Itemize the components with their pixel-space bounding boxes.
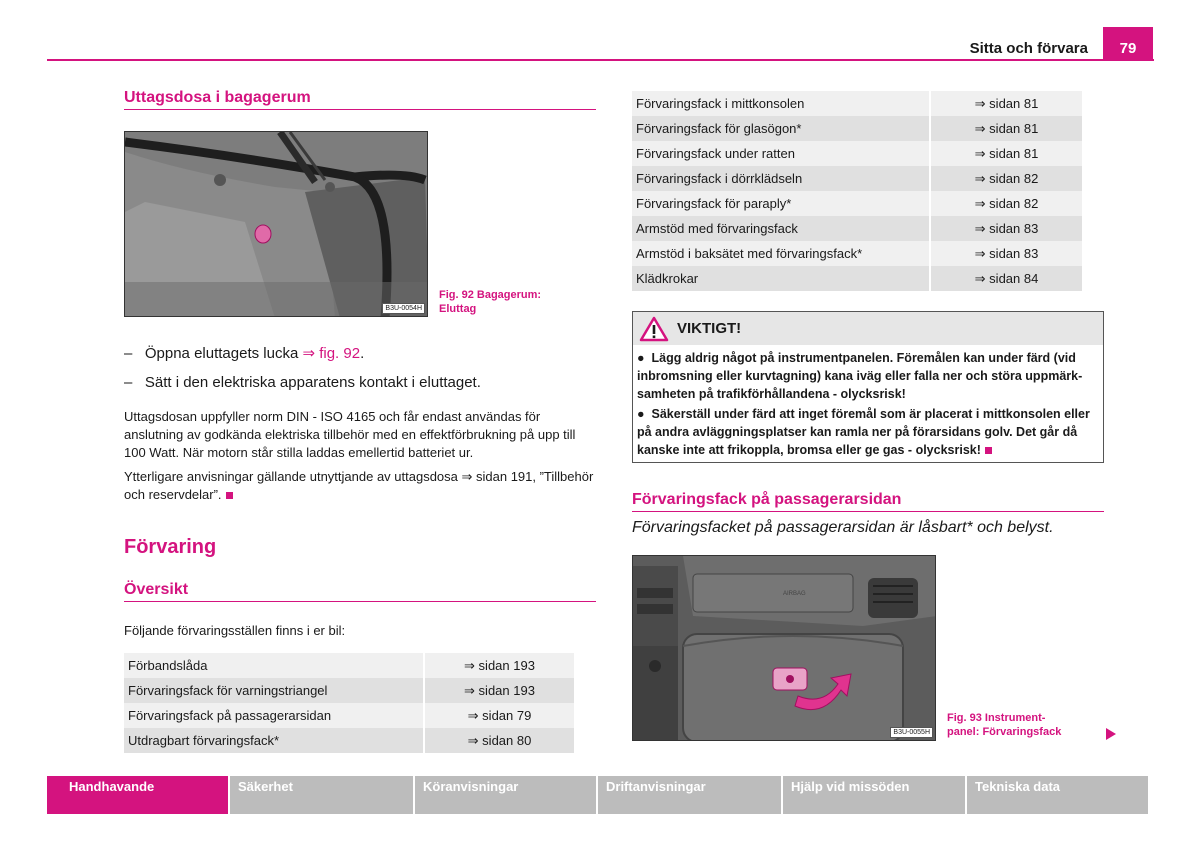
table-cell-item: Armstöd med förvaringsfack [632, 216, 930, 241]
warning-title: VIKTIGT! [677, 320, 742, 337]
chapter-title: Sitta och förvara [969, 40, 1088, 57]
figure-code: B3U-0055H [890, 727, 933, 738]
table-row [632, 116, 1082, 141]
figure-93-dashboard [632, 555, 936, 741]
warning-item-text: Lägg aldrig något på instrumentpanelen. Föremålen kan under färd (vid inbromsning eller kurvtagning) kana iväg eller falla ner och störa uppmärk-samheten på trafikförhållandena - olycksrisk! [637, 351, 1083, 401]
table-cell-item: Förvaringsfack i mittkonsolen [632, 91, 930, 116]
table-cell-item: Utdragbart förvaringsfack* [124, 728, 424, 753]
paragraph-further [124, 468, 596, 504]
table-row [632, 191, 1082, 216]
table-cell-item: Förvaringsfack för paraply* [632, 191, 930, 216]
storage-table-left [124, 653, 574, 753]
section-heading-text: Uttagsdosa i bagagerum [124, 89, 311, 106]
paragraph-norm: Uttagsdosan uppfyller norm DIN - ISO 4165 och får endast användas för anslutning av godkända elektriska tillbehör med en effektförbrukning på upp till 100 Watt. När motorn står stilla laddas emellertid batteriet ur. [124, 409, 576, 460]
step-text: Sätt i den elektriska apparatens kontakt i eluttaget. [144, 374, 481, 391]
table-cell-ref[interactable]: ⇒ sidan 193 [424, 678, 574, 703]
end-mark-icon [985, 447, 992, 454]
section-heading-overview [124, 581, 596, 602]
table-row [124, 678, 574, 703]
tab-driftanvisningar[interactable]: Driftanvisningar [598, 776, 781, 814]
page-number: 79 [1103, 27, 1153, 61]
warning-item [637, 405, 1099, 459]
bullet-icon: ● [637, 351, 645, 365]
table-cell-item: Förvaringsfack under ratten [632, 141, 930, 166]
warning-item-text: Säkerställ under färd att inget föremål som är placerat i mittkonsolen eller på andra avläggningsplatser kan ramla ner på förarsidans golv. Det går då kanske inte att frikoppla, bromsa eller ge gas - olycksrisk! [637, 407, 1090, 457]
bullet-icon: ● [637, 407, 645, 421]
glovebox-illustration [633, 556, 936, 741]
warning-item [637, 349, 1099, 403]
paragraph-further-text: Ytterligare anvisningar gällande utnyttjande av uttagsdosa ⇒ sidan 191, ”Tillbehör och reservdelar”. [124, 469, 594, 502]
figure-link[interactable]: ⇒ fig. 92 [302, 345, 361, 362]
table-cell-item: Förvaringsfack i dörrklädseln [632, 166, 930, 191]
table-cell-ref[interactable]: ⇒ sidan 84 [930, 266, 1082, 291]
warning-triangle-icon [639, 316, 669, 342]
table-cell-ref[interactable]: ⇒ sidan 83 [930, 241, 1082, 266]
warning-header [633, 312, 1103, 345]
warning-box [632, 311, 1104, 463]
table-cell-item: Klädkrokar [632, 266, 930, 291]
table-cell-ref[interactable]: ⇒ sidan 80 [424, 728, 574, 753]
header-rule [47, 59, 1154, 61]
table-row [124, 703, 574, 728]
tab-hjalp[interactable]: Hjälp vid missöden [783, 776, 965, 814]
tab-tekniska-data[interactable]: Tekniska data [967, 776, 1148, 814]
airbag-label: AIRBAG [783, 591, 806, 597]
figure-93-caption [947, 711, 1097, 739]
storage-table-right [632, 91, 1082, 291]
table-row [632, 91, 1082, 116]
table-row [124, 728, 574, 753]
step-1 [124, 344, 594, 364]
caption-line: Fig. 93 Instrument- [947, 712, 1046, 724]
table-cell-ref[interactable]: ⇒ sidan 79 [424, 703, 574, 728]
caption-line: panel: Förvaringsfack [947, 726, 1062, 738]
table-row [632, 216, 1082, 241]
table-cell-item: Förbandslåda [124, 653, 424, 678]
table-cell-ref[interactable]: ⇒ sidan 81 [930, 91, 1082, 116]
step-end: . [360, 345, 365, 362]
caption-line: Fig. 92 Bagagerum: [439, 289, 542, 301]
section-heading-socket [124, 89, 596, 110]
tab-sakerhet[interactable]: Säkerhet [230, 776, 413, 814]
table-cell-item: Armstöd i baksätet med förvaringsfack* [632, 241, 930, 266]
section-heading-passenger [632, 491, 1104, 512]
warning-body [633, 345, 1103, 459]
table-row [632, 166, 1082, 191]
table-cell-ref[interactable]: ⇒ sidan 82 [930, 191, 1082, 216]
section-heading-text: Översikt [124, 581, 189, 598]
section-heading-text: Förvaringsfack på passagerarsidan [632, 491, 902, 508]
footer-nav [47, 776, 1148, 814]
table-row [124, 653, 574, 678]
end-mark-icon [226, 492, 233, 499]
luggage-compartment-illustration [125, 132, 428, 317]
table-cell-ref[interactable]: ⇒ sidan 193 [424, 653, 574, 678]
table-cell-ref[interactable]: ⇒ sidan 82 [930, 166, 1082, 191]
next-page-arrow-icon[interactable] [1105, 727, 1117, 741]
table-cell-ref[interactable]: ⇒ sidan 83 [930, 216, 1082, 241]
table-row [632, 241, 1082, 266]
table-cell-item: Förvaringsfack för varningstriangel [124, 678, 424, 703]
tab-handhavande[interactable]: Handhavande [47, 776, 228, 814]
step-2 [124, 373, 594, 393]
table-cell-ref[interactable]: ⇒ sidan 81 [930, 116, 1082, 141]
table-cell-ref[interactable]: ⇒ sidan 81 [930, 141, 1082, 166]
table-row [632, 141, 1082, 166]
lead-text: Förvaringsfacket på passagerarsidan är låsbart* och belyst. [632, 519, 1054, 536]
main-heading: Förvaring [124, 536, 217, 558]
step-text: Öppna eluttagets lucka [144, 345, 303, 362]
table-row [632, 266, 1082, 291]
figure-92-caption [439, 288, 589, 316]
step-dash: – [124, 345, 133, 362]
tab-koranvisningar[interactable]: Köranvisningar [415, 776, 596, 814]
figure-92-luggage [124, 131, 428, 317]
step-dash: – [124, 374, 133, 391]
table-cell-item: Förvaringsfack för glasögon* [632, 116, 930, 141]
figure-code: B3U-0054H [382, 303, 425, 314]
table-cell-item: Förvaringsfack på passagerarsidan [124, 703, 424, 728]
caption-line: Eluttag [439, 303, 477, 315]
intro-text: Följande förvaringsställen finns i er bil: [124, 623, 346, 638]
